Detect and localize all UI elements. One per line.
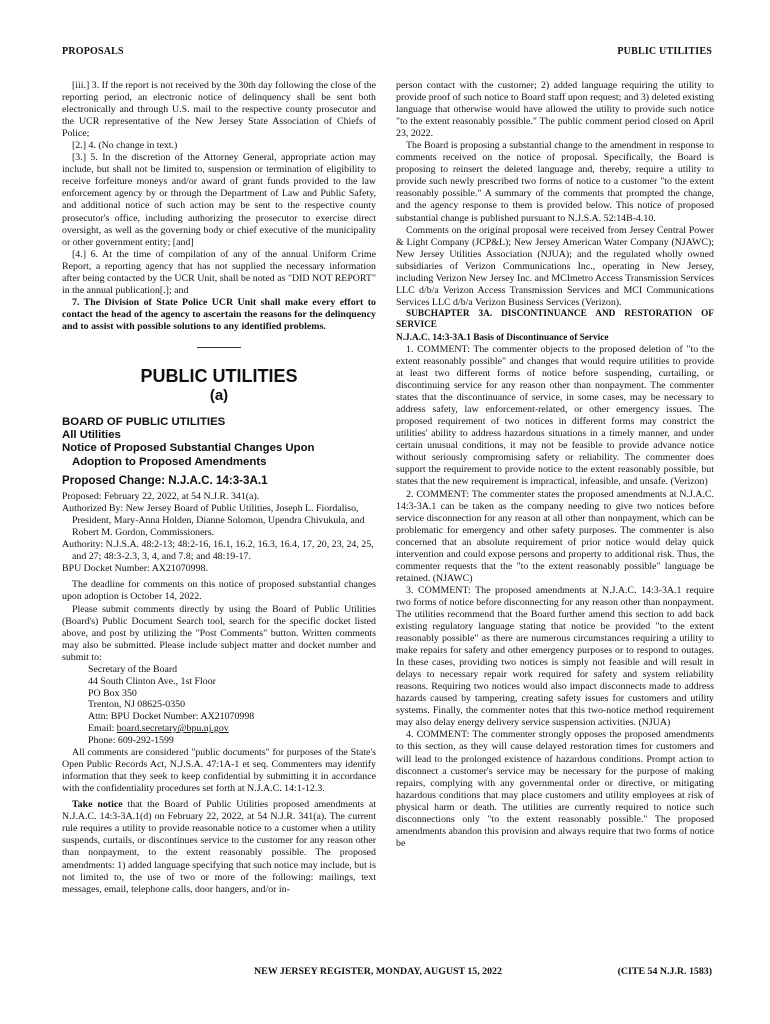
phone-line: Phone: 609-292-1599	[88, 735, 174, 747]
comment-3: 3. COMMENT: The proposed amendments at N.J.A.C. 14:3-3A.1 require two forms of notice before disconnecting for any reason other than nonpayment. The utilities recommend that the Board further amend this section to add back existing regulatory language stating that notice be provided "to the extent reasonably possible" as there are numerous circumstances requiring a utility to make repairs for safety and other emergency purposes or to respond to outages. In these cases, providing two notices is simply not feasible and will result in delays to necessary repair work required for safety and system reliability reasons. Requiring two notices would also impact disconnects made to address hazards caused by tampering, creating safety issues for customers and utility systems. Finally, the commenter notes that this two-notice method requirement may also delay energy delivery service suspension activities. (NJUA)	[396, 584, 714, 729]
agency-name: BOARD OF PUBLIC UTILITIES	[62, 416, 226, 429]
email-line	[62, 723, 376, 735]
running-header-right: PUBLIC UTILITIES	[617, 46, 712, 57]
board-proposal-paragraph: The Board is proposing a substantial change to the amendment in response to comments received on the notice of proposal. Specifically, the Board is proposing to reinsert the deleted language and, thereby, require a utility to provide such newly prescribed two forms of notice to a customer "to the extent reasonably possible." A summary of the comments that prompted the change, and the agency response to them is provided below. This notice of proposed substantial change is published pursuant to N.J.S.A. 52:14B-4.10.	[396, 140, 714, 224]
section-divider	[197, 347, 241, 348]
right-column	[396, 80, 714, 850]
section-title: PUBLIC UTILITIES	[140, 365, 298, 386]
submit-paragraph: Please submit comments directly by using the Board of Public Utilities (Board's) Public Document Search tool, search for the specific docket listed above, and post by utilizing the "Post Comments" button. Written comments may also be submitted. Please include subject matter and docket number and submit to:	[62, 603, 376, 663]
agency-subheading: All Utilities	[62, 429, 121, 442]
authority: Authority: N.J.S.A. 48:2-13; 48:2-16, 16.1, 16.2, 16.3, 16.4, 17, 20, 23, 24, 25, and 27; 48:3-2.3, 3, 4, and 7.8; and 48:19-17.	[62, 539, 374, 563]
address-line: Attn: BPU Docket Number: AX21070998	[88, 711, 255, 723]
docket-number: BPU Docket Number: AX21070998.	[62, 563, 208, 575]
footer-register-date: NEW JERSEY REGISTER, MONDAY, AUGUST 15, 2022	[254, 966, 502, 977]
address-line: 44 South Clinton Ave., 1st Floor	[88, 675, 216, 687]
commenters-paragraph: Comments on the original proposal were received from Jersey Central Power & Light Company (JCP&L); New Jersey American Water Company (NJAWC); New Jersey Utilities Association (NJUA); and the regulated wholly owned subsidiaries of Verizon Communications Inc., operating in New Jersey, including Verizon New Jersey Inc. and MCImetro Access Transmission Services LLC d/b/a Verizon Access Transmission Services and MCI Communications Services LLC d/b/a Verizon Business Services (Verizon).	[396, 224, 714, 308]
continuation-paragraph: person contact with the customer; 2) added language requiring the utility to provide proof of such notice to Board staff upon request; and 3) deleted existing language that otherwise would have allowed the utility to provide such notice "to the extent reasonably possible." The public comment period closed on April 23, 2022.	[396, 80, 714, 140]
address-line: Secretary of the Board	[88, 663, 178, 675]
take-notice-lead: Take notice	[72, 799, 123, 811]
section-letter: (a)	[209, 387, 229, 405]
left-column	[62, 80, 376, 896]
authorized-by: Authorized By: New Jersey Board of Public Utilities, Joseph L. Fiordaliso, President, Mary-Anna Holden, Dianne Solomon, Upendra Chivukula, and Robert M. Gordon, Commissioners.	[62, 503, 365, 539]
comment-2: 2. COMMENT: The commenter states the proposed amendments at N.J.A.C. 14:3-3A.1 can be taken as the company needing to give two notices before service disconnection for any reason at all other than nonpayment, which can be problematic for emergency and other safety purposes. The commenter is also concerned that an absolute requirement of prior notice would delay quick intervention and could expose persons and property to additional risk. Thus, the commenter requests that the "to the extent reasonably possible" language be retained. (NJAWC)	[396, 488, 714, 584]
paragraph-4-6: [4.] 6. At the time of compilation of any of the annual Uniform Crime Report, a reporting agency that has not supplied the necessary information after being contacted by the UCR Unit, shall be noted as "DID NOT REPORT" in the annual publication[.]; and	[62, 248, 376, 296]
subchapter-heading: SUBCHAPTER 3A. DISCONTINUANCE AND RESTORATION OF SERVICE	[396, 308, 714, 331]
paragraph-7: 7. The Division of State Police UCR Unit shall make every effort to contact the head of the agency to ascertain the reasons for the delinquency and to assist with possible solutions to any identified problems.	[62, 296, 376, 332]
proposed-date: Proposed: February 22, 2022, at 54 N.J.R. 341(a).	[62, 491, 260, 503]
running-header-left: PROPOSALS	[62, 46, 124, 57]
paragraph-2-4: [2.] 4. (No change in text.)	[72, 140, 178, 152]
notice-title-line2: Adoption to Proposed Amendments	[72, 455, 267, 468]
section-heading: N.J.A.C. 14:3-3A.1 Basis of Discontinuance of Service	[396, 332, 609, 343]
email-label: Email:	[88, 723, 117, 735]
deadline-paragraph: The deadline for comments on this notice of proposed substantial changes upon adoption is October 14, 2022.	[62, 579, 376, 603]
address-line: PO Box 350	[88, 687, 137, 699]
paragraph-3-5: [3.] 5. In the discretion of the Attorney General, appropriate action may include, but shall not be limited to, suspension or termination of eligibility to receive forfeiture moneys and/or award of grant funds provided to the law enforcement agency by or through the Department of Law and Public Safety, and additional notice of such action may be sent to the respective county prosecutor's office, including authorizing the prosecutor to exercise direct oversight, as well as the governing body or chief executive of the municipality or other government entity; [and]	[62, 152, 376, 248]
public-documents-paragraph: All comments are considered "public documents" for purposes of the State's Open Public Records Act, N.J.S.A. 47:1A-1 et seq. Commenters may identify information that they seek to keep confidential by submitting it in accordance with the confidentiality procedures set forth at N.J.A.C. 14:1-12.3.	[62, 747, 376, 795]
notice-title-line1: Notice of Proposed Substantial Changes Upon	[62, 442, 315, 455]
proposed-change-heading: Proposed Change: N.J.A.C. 14:3-3A.1	[62, 473, 268, 487]
paragraph-iii-3: [iii.] 3. If the report is not received by the 30th day following the close of the reporting period, an electronic notice of delinquency shall be sent both electronically and through U.S. mail to the respective county prosecutor and the UCR representative of the New Jersey State Association of Chiefs of Police;	[62, 80, 376, 140]
take-notice-body: that the Board of Public Utilities proposed amendments at N.J.A.C. 14:3-3A.1(d) on February 22, 2022, at 54 N.J.R. 341(a). The current rule requires a utility to provide reasonable notice to a customer when a utility suspends, curtails, or discontinues service to the customer for any reason other than nonpayment, to the extent reasonably possible. The proposed amendments: 1) added language specifying that such notice may include, but is not limited to, the use of two or more of the following: mailings, text messages, email, telephone calls, door hangers, and/or in-	[62, 799, 376, 895]
comment-4: 4. COMMENT: The commenter strongly opposes the proposed amendments to this section, as they will cause delayed restoration times for customers and will lead to the prolonged existence of hazardous conditions. Prompt action to disconnect a customer's service may be necessary for the purpose of making repairs, complying with any governmental order or directive, or mitigating hazardous conditions that may place customers and utility employees at risk of physical harm or death. The utilities are currently required to notice such disconnections only "to the extent reasonably possible." The proposed amendments abandon this provision and always require that two forms of notice be	[396, 729, 714, 849]
take-notice-paragraph	[62, 799, 376, 895]
comment-1: 1. COMMENT: The commenter objects to the proposed deletion of "to the extent reasonably possible" and changes that would require utilities to provide at least two different forms of notice before suspending, curtailing, or discontinuing service for any reason other than nonpayment. The commenter states that the discontinuance of service, in some cases, may be necessary to address safety, law enforcement-related, or other emergency issues. The proposed requirement of two notices in different forms may constrict the utilities' ability to address hazardous situations in a timely manner, and under certain unusual conditions, it may not be feasible to provide advance notice without seriously compromising safety or reliability. The commenter does support the requirement to provide notice to the extent reasonably possible, but states that the new requirement is impractical, infeasible, and unsafe. (Verizon)	[396, 343, 714, 488]
address-line: Trenton, NJ 08625-0350	[88, 699, 186, 711]
footer-citation: (CITE 54 N.J.R. 1583)	[617, 966, 712, 977]
email-link[interactable]: board.secretary@bpu.nj.gov	[116, 723, 229, 735]
